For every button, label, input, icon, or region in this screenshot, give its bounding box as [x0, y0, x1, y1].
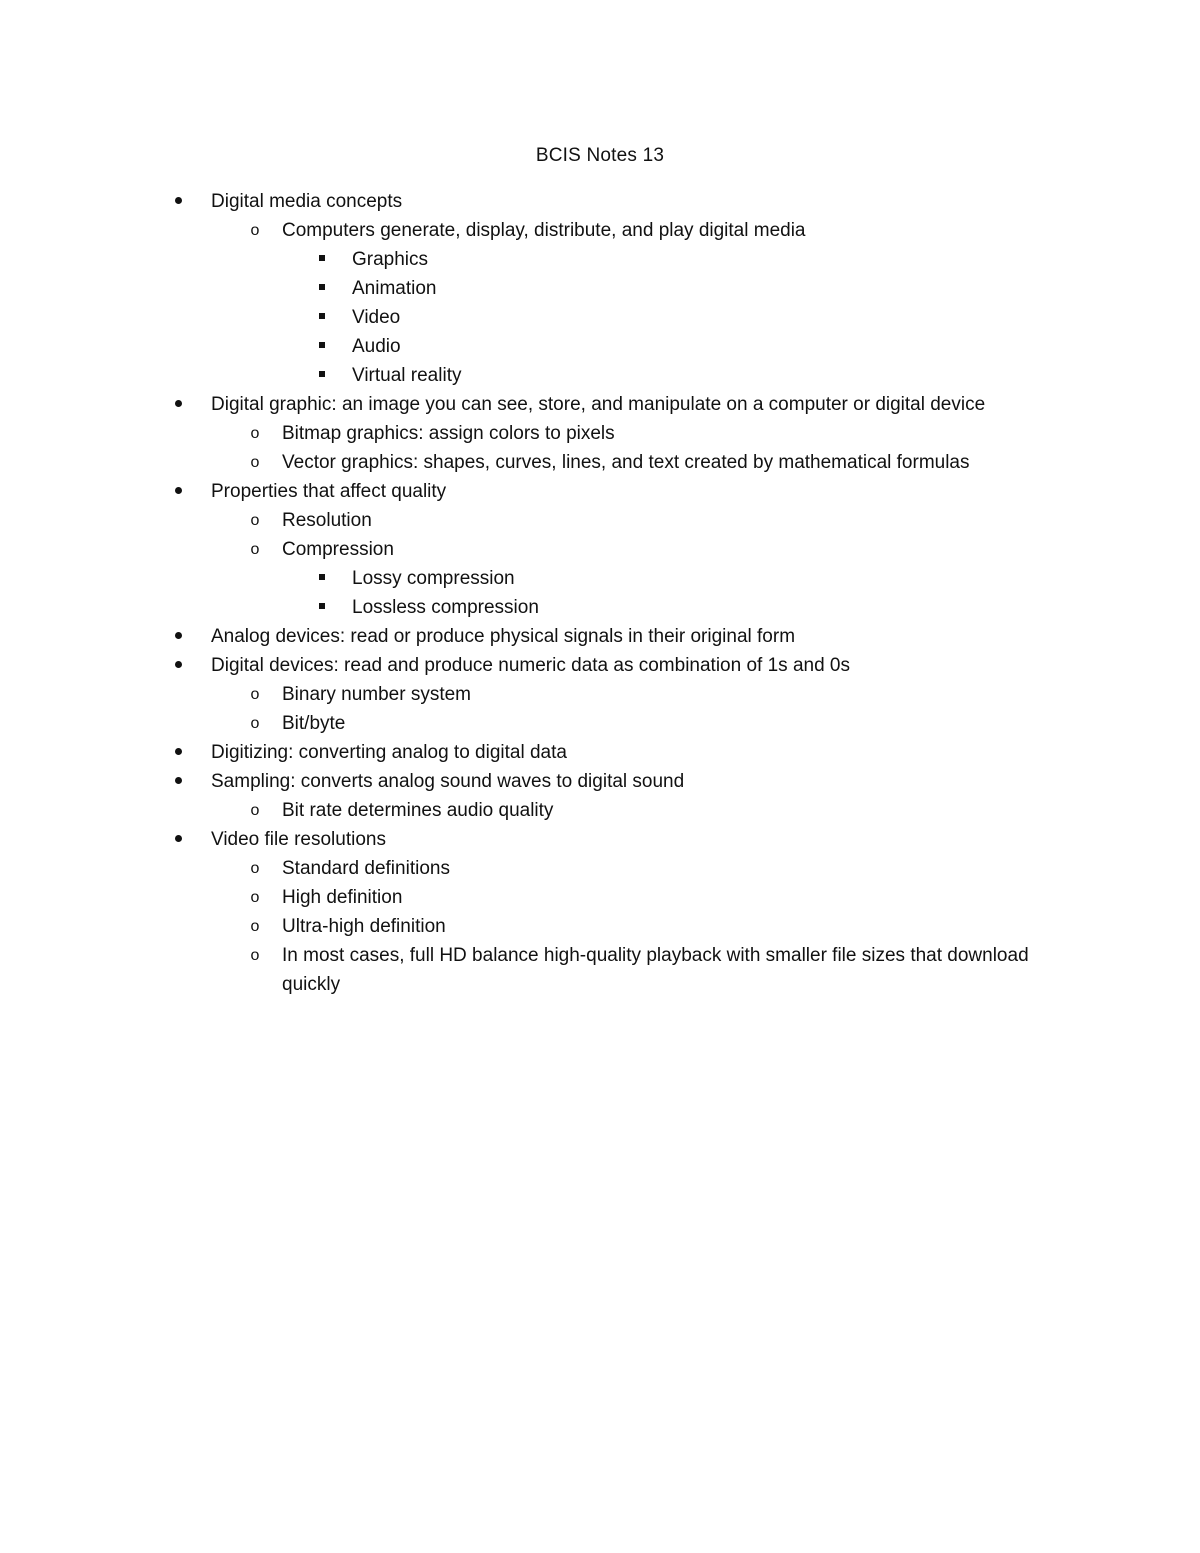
bullet-square-icon	[312, 564, 332, 593]
list-item	[0, 651, 1200, 680]
list-item	[0, 941, 1200, 999]
bullet-dot-icon	[168, 622, 188, 651]
bullet-circle-icon: o	[250, 802, 260, 819]
list-item-text: Sampling: converts analog sound waves to digital sound	[211, 771, 685, 792]
list-item-text: Digital media concepts	[211, 191, 403, 212]
list-item	[0, 883, 1200, 912]
bullet-dot-icon	[168, 825, 188, 854]
bullet-circle-icon: o	[250, 860, 260, 877]
list-item-text: Bit/byte	[282, 713, 346, 734]
bullet-circle-icon: o	[250, 425, 260, 442]
list-item-text: Audio	[352, 336, 401, 357]
list-item	[0, 274, 1200, 303]
list-item-text: Analog devices: read or produce physical signals in their original form	[211, 626, 796, 647]
list-item	[0, 593, 1200, 622]
bullet-square-icon	[312, 245, 332, 274]
list-item-text: Digital devices: read and produce numeric data as combination of 1s and 0s	[211, 655, 850, 676]
list-item-text: Binary number system	[282, 684, 472, 705]
list-item	[0, 477, 1200, 506]
list-item	[0, 419, 1200, 448]
list-item	[0, 303, 1200, 332]
list-item	[0, 332, 1200, 361]
list-item-text: Bit rate determines audio quality	[282, 800, 554, 821]
list-item-text: High definition	[282, 887, 403, 908]
list-item-text: Graphics	[352, 249, 429, 270]
list-item	[0, 245, 1200, 274]
bullet-circle-icon: o	[250, 715, 260, 732]
list-item-text: Lossless compression	[352, 597, 539, 618]
list-item	[0, 622, 1200, 651]
list-item-text: Resolution	[282, 510, 372, 531]
list-item-text: Video	[352, 307, 401, 328]
list-item	[0, 506, 1200, 535]
bullet-circle-icon: o	[250, 889, 260, 906]
list-item-text: Video file resolutions	[211, 829, 386, 850]
bullet-circle-icon: o	[250, 686, 260, 703]
list-item-text: Vector graphics: shapes, curves, lines, and text created by mathematical formulas	[282, 452, 970, 473]
list-item-text: Standard definitions	[282, 858, 450, 879]
bullet-dot-icon	[168, 187, 188, 216]
bullet-dot-icon	[168, 390, 188, 419]
bullet-dot-icon	[168, 651, 188, 680]
list-item	[0, 854, 1200, 883]
bullet-square-icon	[312, 361, 332, 390]
list-item	[0, 767, 1200, 796]
bullet-circle-icon: o	[250, 512, 260, 529]
page-title: BCIS Notes 13	[535, 145, 665, 166]
list-item-text: Virtual reality	[352, 365, 462, 386]
bullet-dot-icon	[168, 477, 188, 506]
bullet-circle-icon: o	[250, 541, 260, 558]
list-item	[0, 825, 1200, 854]
list-item-text: Ultra-high definition	[282, 916, 446, 937]
list-item	[0, 216, 1200, 245]
bullet-square-icon	[312, 274, 332, 303]
list-item	[0, 187, 1200, 216]
list-item	[0, 738, 1200, 767]
bullet-circle-icon: o	[250, 222, 260, 239]
list-item-text: Properties that affect quality	[211, 481, 447, 502]
notes-outline	[0, 187, 1200, 999]
list-item-text: Lossy compression	[352, 568, 515, 589]
list-item	[0, 796, 1200, 825]
bullet-square-icon	[312, 303, 332, 332]
list-item	[0, 390, 1200, 419]
list-item-text: Compression	[282, 539, 394, 560]
list-item	[0, 912, 1200, 941]
list-item	[0, 680, 1200, 709]
bullet-circle-icon: o	[250, 454, 260, 471]
list-item-text: Digital graphic: an image you can see, store, and manipulate on a computer or digital device	[211, 394, 986, 415]
bullet-square-icon	[312, 593, 332, 622]
list-item	[0, 448, 1200, 477]
list-item	[0, 535, 1200, 564]
bullet-circle-icon: o	[250, 918, 260, 935]
list-item	[0, 709, 1200, 738]
list-item	[0, 564, 1200, 593]
list-item-text: Computers generate, display, distribute, and play digital media	[282, 220, 806, 241]
list-item-text: In most cases, full HD balance high-quality playback with smaller file sizes that download quickly	[282, 945, 1029, 995]
list-item-text: Animation	[352, 278, 437, 299]
list-item-text: Bitmap graphics: assign colors to pixels	[282, 423, 615, 444]
list-item-text: Digitizing: converting analog to digital data	[211, 742, 567, 763]
bullet-dot-icon	[168, 738, 188, 767]
bullet-square-icon	[312, 332, 332, 361]
bullet-circle-icon: o	[250, 947, 260, 964]
list-item	[0, 361, 1200, 390]
bullet-dot-icon	[168, 767, 188, 796]
